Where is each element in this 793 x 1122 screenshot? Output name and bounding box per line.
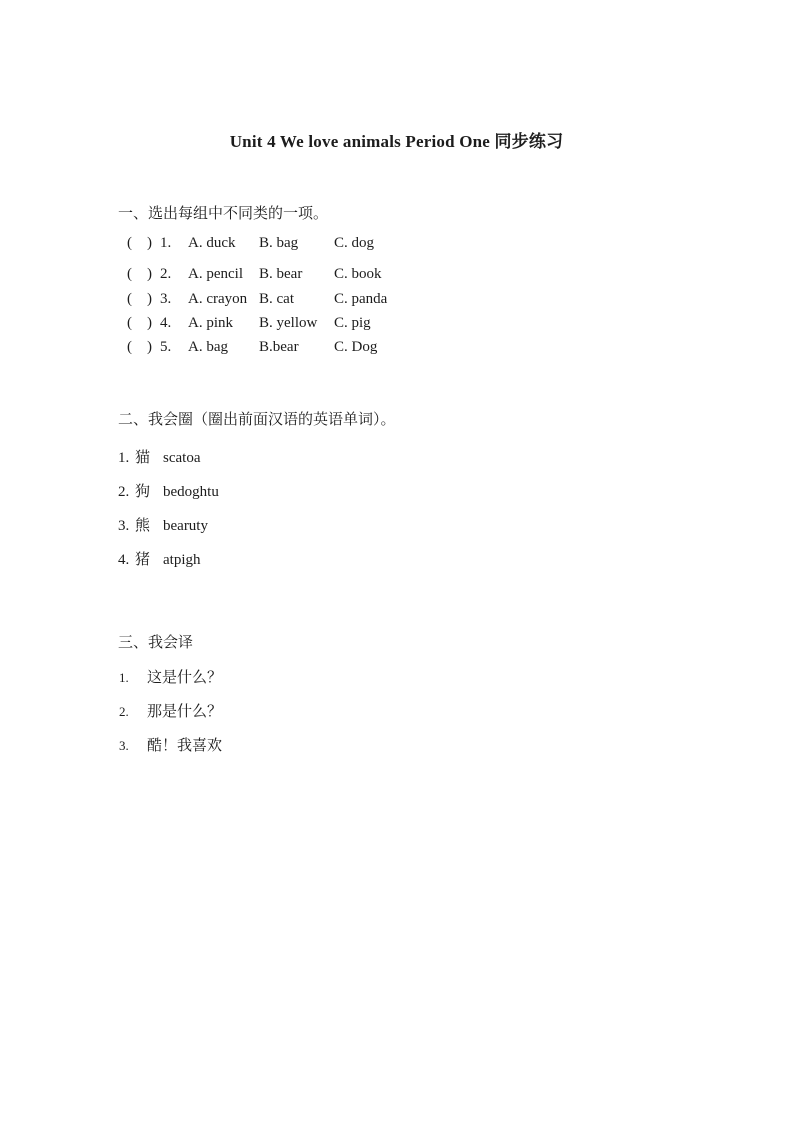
option-c: C. panda xyxy=(334,291,388,307)
option-a: A. pink xyxy=(188,315,233,331)
item-number: 2. xyxy=(119,704,129,719)
circle-row-4 xyxy=(118,550,793,570)
translate-row-3 xyxy=(119,736,793,756)
mc-row-2 xyxy=(127,264,793,284)
section-two-heading: 二、我会圈（圈出前面汉语的英语单词）。 xyxy=(118,412,396,428)
chinese-word: 狗 xyxy=(135,484,151,500)
option-c: C. book xyxy=(334,266,382,282)
letter-string: bearuty xyxy=(163,518,208,534)
mc-row-1 xyxy=(127,233,793,253)
item-number: 1. xyxy=(119,670,129,685)
option-a: A. bag xyxy=(188,339,228,355)
option-c: C. Dog xyxy=(334,339,378,355)
circle-row-3 xyxy=(118,516,793,536)
answer-blank: ( ) xyxy=(127,235,152,251)
chinese-word: 猪 xyxy=(135,552,151,568)
sentence: 酷！我喜欢 xyxy=(147,738,223,754)
chinese-word: 猫 xyxy=(135,450,151,466)
answer-blank: ( ) xyxy=(127,339,152,355)
section-one-heading: 一、选出每组中不同类的一项。 xyxy=(118,206,329,222)
item-number: 2. xyxy=(160,266,172,282)
sentence: 那是什么？ xyxy=(147,704,223,720)
item-number: 5. xyxy=(160,339,172,355)
answer-blank: ( ) xyxy=(127,266,152,282)
letter-string: bedoghtu xyxy=(163,484,219,500)
circle-row-1 xyxy=(118,448,793,468)
item-number: 4. xyxy=(160,315,172,331)
mc-row-3 xyxy=(127,289,793,309)
answer-blank: ( ) xyxy=(127,291,152,307)
letter-string: atpigh xyxy=(163,552,201,568)
option-b: B. cat xyxy=(259,291,294,307)
mc-row-5 xyxy=(127,337,793,357)
circle-row-2 xyxy=(118,482,793,502)
translate-row-2 xyxy=(119,702,793,722)
letter-string: scatoa xyxy=(163,450,201,466)
option-b: B. bag xyxy=(259,235,299,251)
item-number: 1. xyxy=(160,235,172,251)
option-c: C. pig xyxy=(334,315,371,331)
page-title: Unit 4 We love animals Period One 同步练习 xyxy=(229,132,564,151)
item-number: 3. xyxy=(119,738,129,753)
option-a: A. duck xyxy=(188,235,236,251)
option-c: C. dog xyxy=(334,235,375,251)
option-b: B. yellow xyxy=(259,315,318,331)
answer-blank: ( ) xyxy=(127,315,152,331)
item-number: 3. xyxy=(118,518,130,534)
option-b: B. bear xyxy=(259,266,303,282)
item-number: 2. xyxy=(118,484,130,500)
item-number: 3. xyxy=(160,291,172,307)
sentence: 这是什么？ xyxy=(147,670,223,686)
option-a: A. crayon xyxy=(188,291,248,307)
chinese-word: 熊 xyxy=(135,518,151,534)
section-three-heading: 三、我会译 xyxy=(118,635,194,651)
mc-row-4 xyxy=(127,313,793,333)
translate-row-1 xyxy=(119,668,793,688)
option-a: A. pencil xyxy=(188,266,243,282)
item-number: 1. xyxy=(118,450,130,466)
item-number: 4. xyxy=(118,552,130,568)
option-b: B.bear xyxy=(259,339,299,355)
